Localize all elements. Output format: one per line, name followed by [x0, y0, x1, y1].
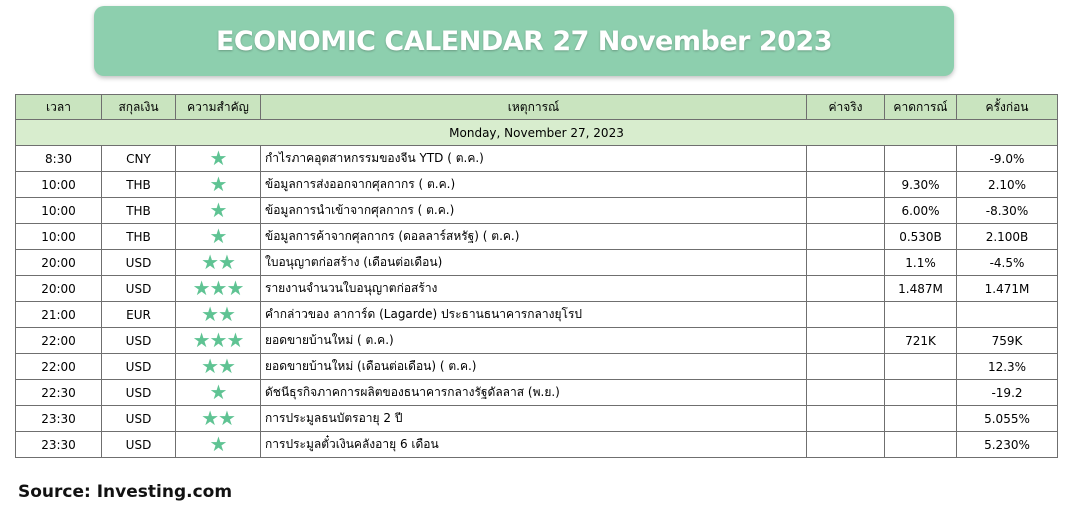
header-time: เวลา — [16, 95, 102, 120]
cell-importance — [176, 198, 261, 224]
cell-currency: USD — [102, 328, 176, 354]
importance-stars — [201, 354, 235, 378]
cell-importance — [176, 406, 261, 432]
cell-importance — [176, 172, 261, 198]
cell-event: ข้อมูลการนำเข้าจากศุลกากร ( ต.ค.) — [261, 198, 807, 224]
importance-stars — [210, 380, 227, 404]
cell-currency: USD — [102, 380, 176, 406]
table-row — [16, 146, 1058, 172]
header-importance: ความสำคัญ — [176, 95, 261, 120]
cell-previous: 5.055% — [957, 406, 1058, 432]
star-icon: ★ — [192, 276, 210, 300]
date-label: Monday, November 27, 2023 — [16, 120, 1058, 146]
cell-forecast: 6.00% — [885, 198, 957, 224]
cell-actual — [807, 276, 885, 302]
cell-currency: CNY — [102, 146, 176, 172]
star-icon: ★ — [218, 406, 235, 430]
header-actual: ค่าจริง — [807, 95, 885, 120]
cell-time: 20:00 — [16, 250, 102, 276]
cell-forecast — [885, 146, 957, 172]
cell-actual — [807, 224, 885, 250]
cell-time: 23:30 — [16, 406, 102, 432]
star-icon: ★ — [209, 432, 227, 456]
cell-previous: 2.100B — [957, 224, 1058, 250]
importance-stars — [201, 406, 235, 430]
cell-importance — [176, 354, 261, 380]
table-row — [16, 172, 1058, 198]
cell-forecast: 721K — [885, 328, 957, 354]
cell-event: คำกล่าวของ ลาการ์ด (Lagarde) ประธานธนาคารกลางยุโรป — [261, 302, 807, 328]
star-icon: ★ — [209, 380, 227, 404]
cell-time: 22:00 — [16, 354, 102, 380]
cell-previous — [957, 302, 1058, 328]
cell-currency: EUR — [102, 302, 176, 328]
star-icon: ★ — [192, 328, 210, 352]
cell-time: 20:00 — [16, 276, 102, 302]
cell-event: ยอดขายบ้านใหม่ ( ต.ค.) — [261, 328, 807, 354]
star-icon: ★ — [209, 198, 227, 222]
cell-forecast: 0.530B — [885, 224, 957, 250]
cell-importance — [176, 250, 261, 276]
cell-event: ยอดขายบ้านใหม่ (เดือนต่อเดือน) ( ต.ค.) — [261, 354, 807, 380]
cell-event: รายงานจำนวนใบอนุญาตก่อสร้าง — [261, 276, 807, 302]
cell-currency: USD — [102, 276, 176, 302]
cell-forecast — [885, 432, 957, 458]
star-icon: ★ — [201, 354, 218, 378]
cell-currency: USD — [102, 432, 176, 458]
cell-event: การประมูลตั๋วเงินคลังอายุ 6 เดือน — [261, 432, 807, 458]
cell-event: การประมูลธนบัตรอายุ 2 ปี — [261, 406, 807, 432]
header-previous: ครั้งก่อน — [957, 95, 1058, 120]
cell-event: ข้อมูลการค้าจากศุลกากร (ดอลลาร์สหรัฐ) ( ต.ค.) — [261, 224, 807, 250]
cell-previous: 2.10% — [957, 172, 1058, 198]
cell-currency: THB — [102, 172, 176, 198]
table-row — [16, 302, 1058, 328]
cell-time: 22:00 — [16, 328, 102, 354]
importance-stars — [201, 302, 235, 326]
cell-importance — [176, 146, 261, 172]
cell-time: 8:30 — [16, 146, 102, 172]
cell-actual — [807, 406, 885, 432]
cell-importance — [176, 432, 261, 458]
star-icon: ★ — [226, 328, 244, 352]
star-icon: ★ — [218, 302, 235, 326]
cell-time: 10:00 — [16, 172, 102, 198]
cell-actual — [807, 146, 885, 172]
cell-actual — [807, 302, 885, 328]
table-row — [16, 198, 1058, 224]
cell-actual — [807, 380, 885, 406]
cell-currency: THB — [102, 224, 176, 250]
importance-stars — [193, 276, 244, 300]
table-row — [16, 224, 1058, 250]
page-title: ECONOMIC CALENDAR 27 November 2023 — [215, 25, 832, 57]
cell-previous: 759K — [957, 328, 1058, 354]
table-row — [16, 250, 1058, 276]
cell-currency: USD — [102, 406, 176, 432]
star-icon: ★ — [201, 302, 218, 326]
cell-previous: -4.5% — [957, 250, 1058, 276]
cell-previous: -8.30% — [957, 198, 1058, 224]
source-credit: Source: Investing.com — [18, 482, 233, 502]
header-forecast: คาดการณ์ — [885, 95, 957, 120]
table-header-row — [16, 95, 1058, 120]
cell-actual — [807, 354, 885, 380]
cell-forecast — [885, 406, 957, 432]
cell-previous: -19.2 — [957, 380, 1058, 406]
cell-importance — [176, 224, 261, 250]
cell-time: 23:30 — [16, 432, 102, 458]
cell-previous: 12.3% — [957, 354, 1058, 380]
cell-importance — [176, 276, 261, 302]
header-currency: สกุลเงิน — [102, 95, 176, 120]
economic-calendar-table — [15, 94, 1058, 458]
star-icon: ★ — [226, 276, 244, 300]
star-icon: ★ — [209, 172, 227, 196]
cell-actual — [807, 432, 885, 458]
star-icon: ★ — [209, 146, 227, 170]
table-row — [16, 432, 1058, 458]
cell-currency: USD — [102, 250, 176, 276]
cell-importance — [176, 328, 261, 354]
cell-forecast — [885, 354, 957, 380]
cell-forecast: 1.487M — [885, 276, 957, 302]
importance-stars — [210, 224, 227, 248]
cell-forecast — [885, 380, 957, 406]
cell-currency: USD — [102, 354, 176, 380]
header-event: เหตุการณ์ — [261, 95, 807, 120]
importance-stars — [210, 198, 227, 222]
cell-event: ข้อมูลการส่งออกจากศุลกากร ( ต.ค.) — [261, 172, 807, 198]
cell-time: 22:30 — [16, 380, 102, 406]
table-row — [16, 276, 1058, 302]
importance-stars — [210, 172, 227, 196]
cell-event: ใบอนุญาตก่อสร้าง (เดือนต่อเดือน) — [261, 250, 807, 276]
star-icon: ★ — [209, 328, 227, 352]
star-icon: ★ — [201, 250, 218, 274]
cell-actual — [807, 250, 885, 276]
cell-previous: 1.471M — [957, 276, 1058, 302]
star-icon: ★ — [209, 276, 227, 300]
cell-time: 10:00 — [16, 224, 102, 250]
title-banner — [94, 6, 954, 76]
cell-forecast — [885, 302, 957, 328]
cell-importance — [176, 302, 261, 328]
cell-actual — [807, 328, 885, 354]
cell-time: 10:00 — [16, 198, 102, 224]
cell-forecast: 9.30% — [885, 172, 957, 198]
cell-currency: THB — [102, 198, 176, 224]
cell-event: ดัชนีธุรกิจภาคการผลิตของธนาคารกลางรัฐดัลลาส (พ.ย.) — [261, 380, 807, 406]
table-row — [16, 328, 1058, 354]
importance-stars — [210, 146, 227, 170]
table-row — [16, 354, 1058, 380]
cell-importance — [176, 380, 261, 406]
star-icon: ★ — [218, 250, 235, 274]
cell-event: กำไรภาคอุตสาหกรรมของจีน YTD ( ต.ค.) — [261, 146, 807, 172]
date-row — [16, 120, 1058, 146]
star-icon: ★ — [209, 224, 227, 248]
star-icon: ★ — [201, 406, 218, 430]
cell-previous: 5.230% — [957, 432, 1058, 458]
table-row — [16, 380, 1058, 406]
cell-actual — [807, 172, 885, 198]
importance-stars — [193, 328, 244, 352]
cell-forecast: 1.1% — [885, 250, 957, 276]
importance-stars — [210, 432, 227, 456]
table-row — [16, 406, 1058, 432]
importance-stars — [201, 250, 235, 274]
star-icon: ★ — [218, 354, 235, 378]
cell-actual — [807, 198, 885, 224]
cell-previous: -9.0% — [957, 146, 1058, 172]
cell-time: 21:00 — [16, 302, 102, 328]
